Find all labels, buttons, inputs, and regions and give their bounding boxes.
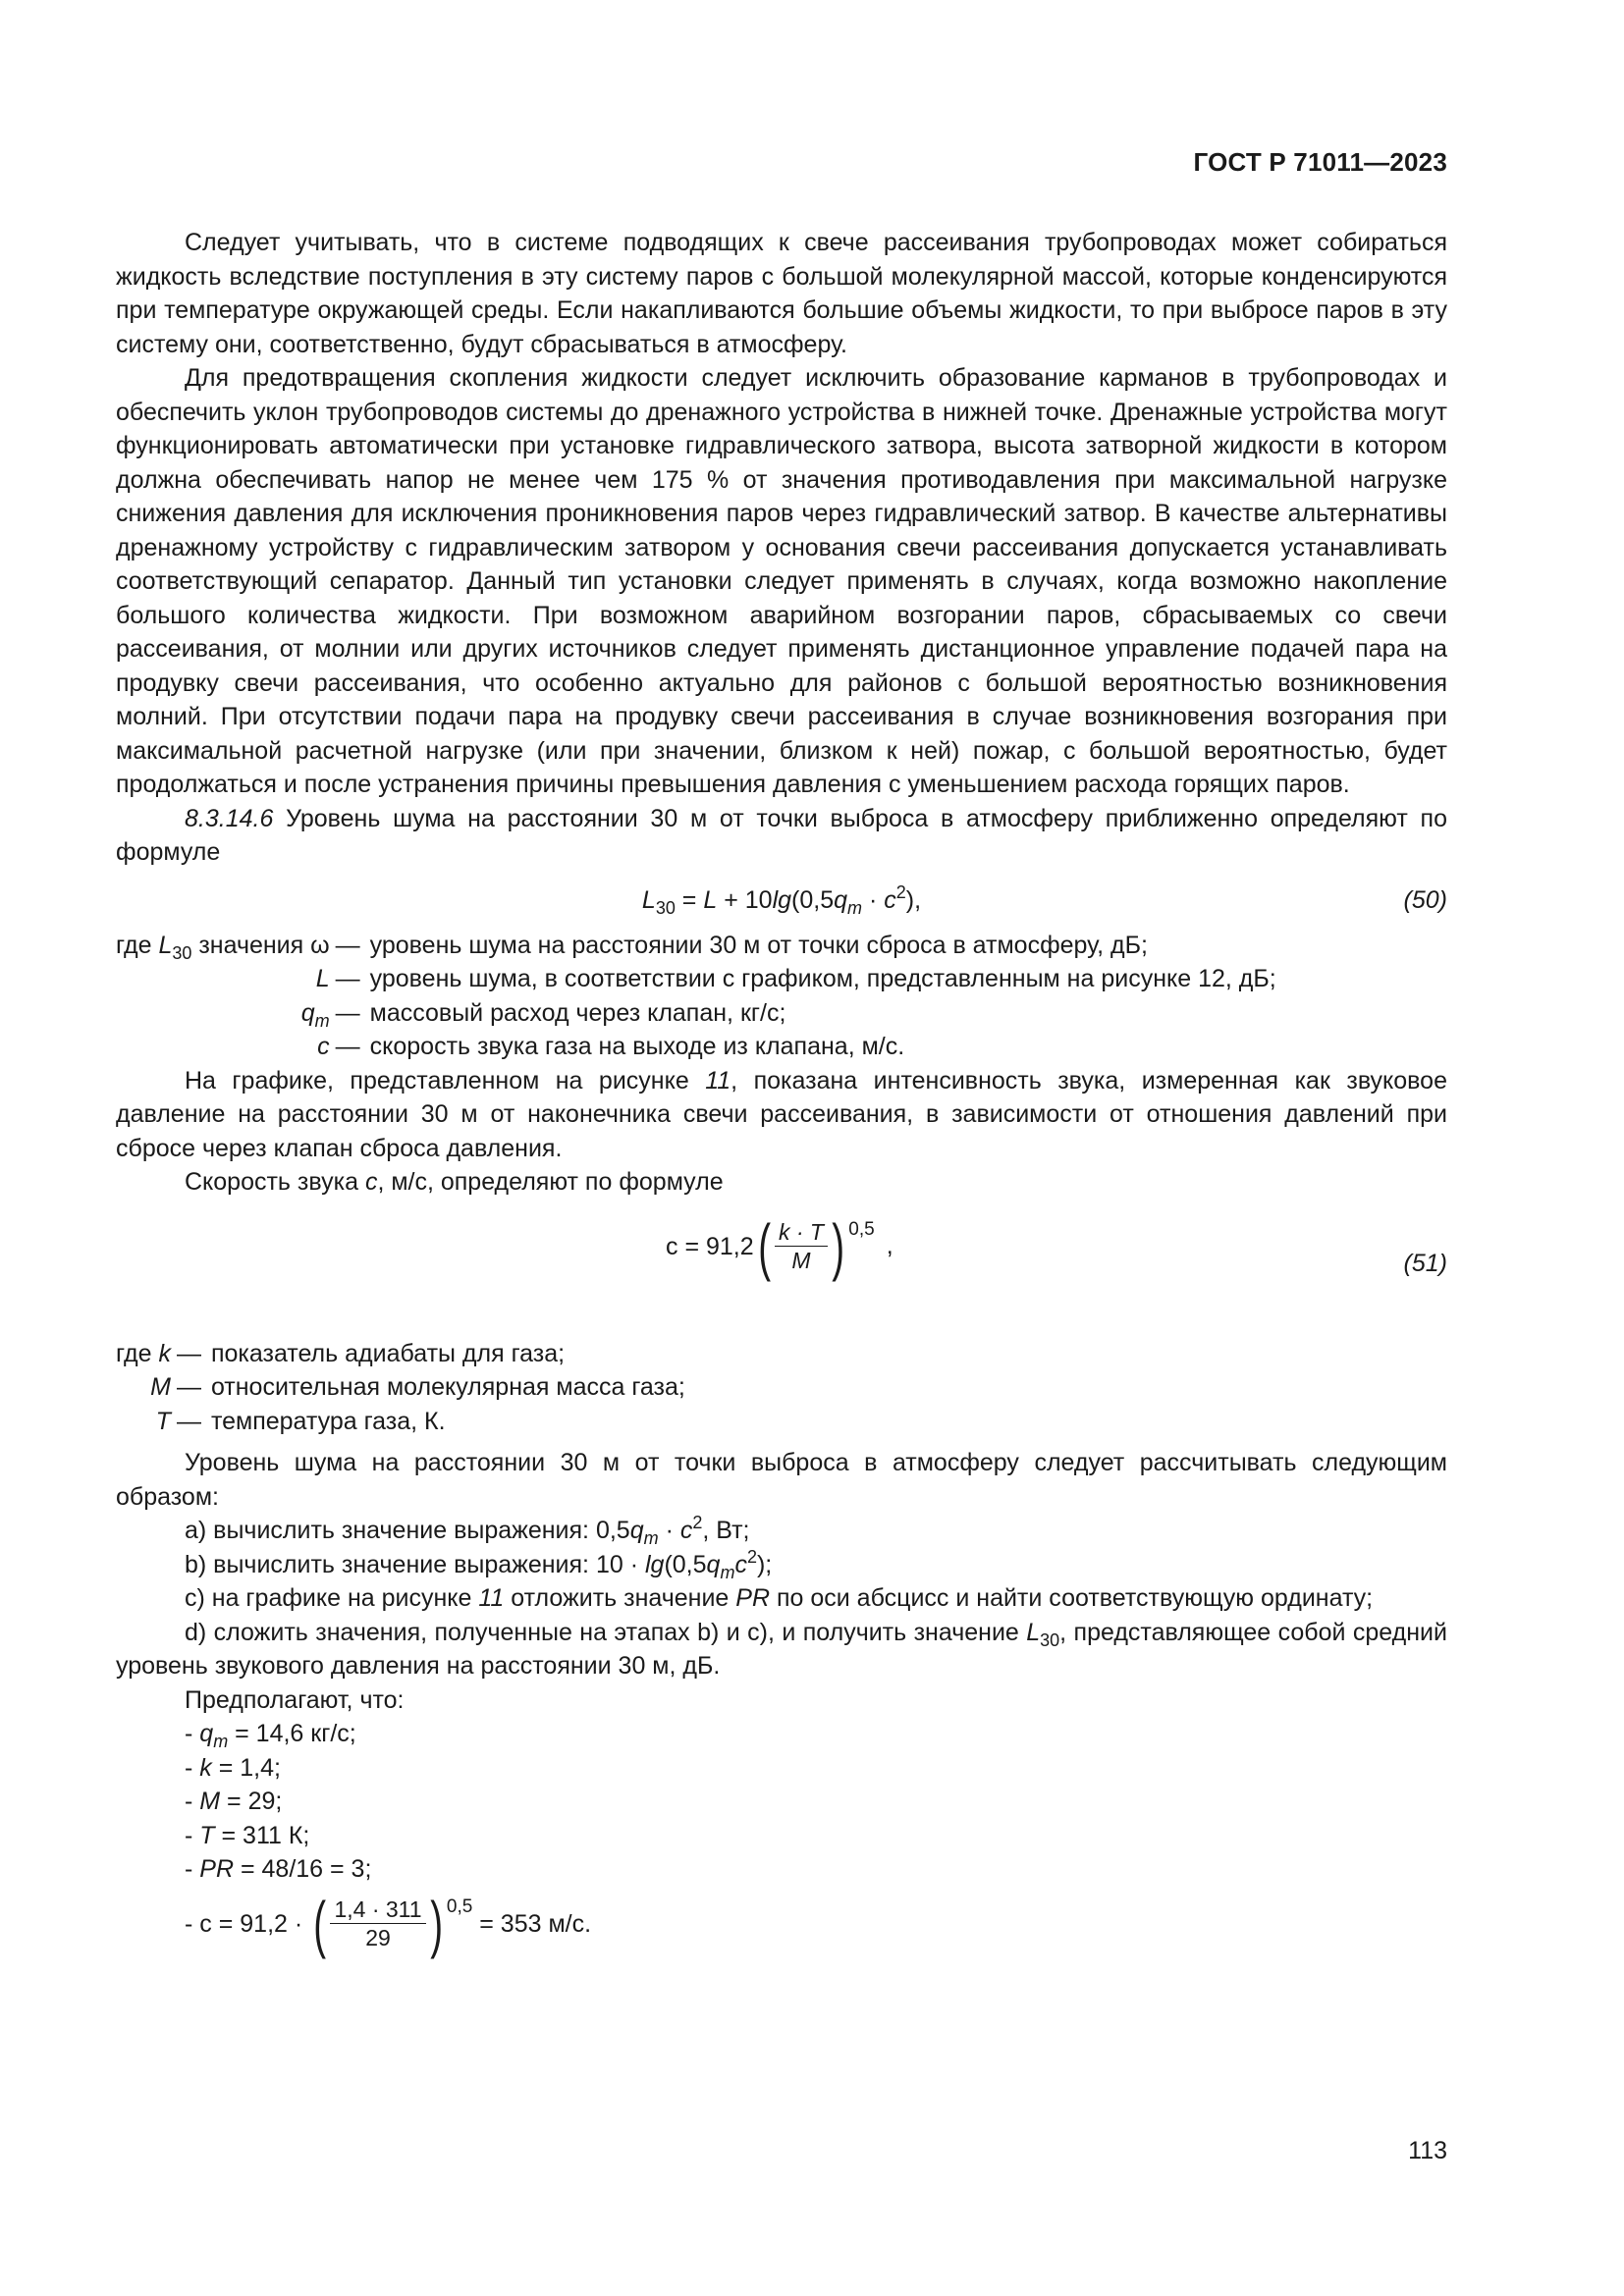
definition-row: c — скорость звука газа на выходе из клапана, м/с.: [317, 1033, 905, 1060]
list-item-final-calc: - c = 91,2 · ( $\frac{1,4 \cdot 311}{29}$ ) 0,5 = 353 м/с.: [185, 1888, 592, 1959]
paragraph-noise-level: 8.3.14.6 Уровень шума на расстоянии 30 м от точки выброса в атмосферу приближенно определяют по формуле: [116, 804, 1447, 866]
step-b: b) вычислить значение выражения: $10 \cdot \lg(0,5q_mc^2)$;: [185, 1546, 773, 1582]
definition-row: M — относительная молекулярная масса газа;: [150, 1373, 685, 1401]
list-item: - k = 1,4;: [185, 1753, 281, 1782]
step-a: а) вычислить значение выражения: $0,5q_m \cdot c^2$, Вт;: [185, 1513, 750, 1548]
fraction: $\frac{1,4 \cdot 311}{29}$: [330, 1896, 425, 1951]
document-header: ГОСТ Р 71011—2023: [1193, 147, 1447, 177]
definition-row: $q_m$ — массовый расход через клапан, кг/с;: [300, 998, 786, 1031]
formula-50: $L_{30} = L + 10\lg(0,5q_m \cdot c^2)$, (50): [641, 881, 1447, 918]
list-item: - M = 29;: [185, 1788, 283, 1815]
page-number: 113: [1408, 2137, 1447, 2164]
assumptions-list: [116, 1717, 1447, 1959]
list-item: - T = 311 К;: [185, 1821, 310, 1849]
definition-row: L — уровень шума, в соответствии с графиком, представленным на рисунке 12, дБ;: [315, 965, 1276, 992]
formula-51: c = 91,2( $\frac{k \cdot T}{M}$ ) 0,5, (51): [666, 1210, 1447, 1282]
section-number: 8.3.14.6: [185, 804, 274, 832]
paragraph-graph-description: На графике, представленном на рисунке 11, показана интенсивность звука, измеренная как звуковое давление на расстоянии 30 м от наконечника свечи рассеивания, в зависимости от отношения давлений при сбросе через клапан сброса давления.: [116, 1066, 1447, 1162]
definitions-50: [116, 929, 1276, 1064]
definitions-51: [116, 1337, 685, 1439]
definition-row: где $L_{30}$ значения ω — уровень шума на расстоянии 30 м от точки сброса в атмосферу, дБ;: [116, 931, 1148, 963]
paragraph-sound-speed: Скорость звука c, м/с, определяют по формуле: [185, 1168, 724, 1196]
definition-row: T — температура газа, К.: [155, 1407, 446, 1435]
paragraph-liquid-accumulation: Следует учитывать, что в системе подводящих к свече рассеивания трубопроводах может собираться жидкость вследствие поступления в эту систему паров с большой молекулярной массой, которые конденсируются при температуре окружающей среды. Если накапливаются большие объемы жидкости, то при выбросе паров в эту систему они, соответственно, будут сбрасываться в атмосферу.: [116, 229, 1447, 358]
paragraph-calculation-steps: Уровень шума на расстоянии 30 м от точки выброса в атмосферу следует рассчитывать следующим образом:: [116, 1449, 1447, 1511]
page-content: [116, 226, 1447, 1959]
formula-number-51: (51): [1403, 1249, 1447, 1277]
list-item: - $q_m = 14,6$ кг/с;: [185, 1720, 356, 1751]
step-d: d) сложить значения, полученные на этапах b) и c), и получить значение $L_{30}$, представляющее собой средний уровень звукового давления на расстоянии 30 м, дБ.: [116, 1618, 1447, 1680]
paragraph-liquid-prevention: Для предотвращения скопления жидкости следует исключить образование карманов в трубопроводах и обеспечить уклон трубопроводов системы до дренажного устройства в нижней точке. Дренажные устройства могут функционировать автоматически при установке гидравлического затвора, высота затворной жидкости в котором должна обеспечивать напор не менее чем 175 % от значения противодавления при максимальной нагрузке снижения давления для исключения проникновения паров через гидравлический затвор. В качестве альтернативы дренажному устройству с гидравлическим затвором у основания свечи рассеивания допускается устанавливать соответствующий сепаратор. Данный тип установки следует применять в случаях, когда возможно накопление большого количества жидкости. При возможном аварийном возгорании паров, сбрасываемых со свечи рассеивания, от молнии или других источников следует применять дистанционное управление подачей пара на продувку свечи рассеивания, что особенно актуально для районов с большой вероятностью возникновения молний. При отсутствии подачи пара на продувку свечи рассеивания в случае возникновения возгорания при максимальной расчетной нагрузке (или при значении, близком к ней) пожар, с большой вероятностью, будет продолжаться и после устранения причины превышения давления с уменьшением расхода горящих паров.: [116, 364, 1447, 798]
formula-number-50: (50): [1403, 885, 1447, 914]
fraction: $\frac{k \cdot T}{M}$: [775, 1218, 828, 1274]
assumptions-intro: Предполагают, что:: [185, 1685, 405, 1714]
list-item: - PR = 48/16 = 3;: [185, 1855, 372, 1883]
step-c: c) на графике на рисунке 11 отложить значение PR по оси абсцисс и найти соответствующую ординату;: [185, 1584, 1374, 1612]
definition-row: где k — показатель адиабаты для газа;: [116, 1339, 566, 1367]
